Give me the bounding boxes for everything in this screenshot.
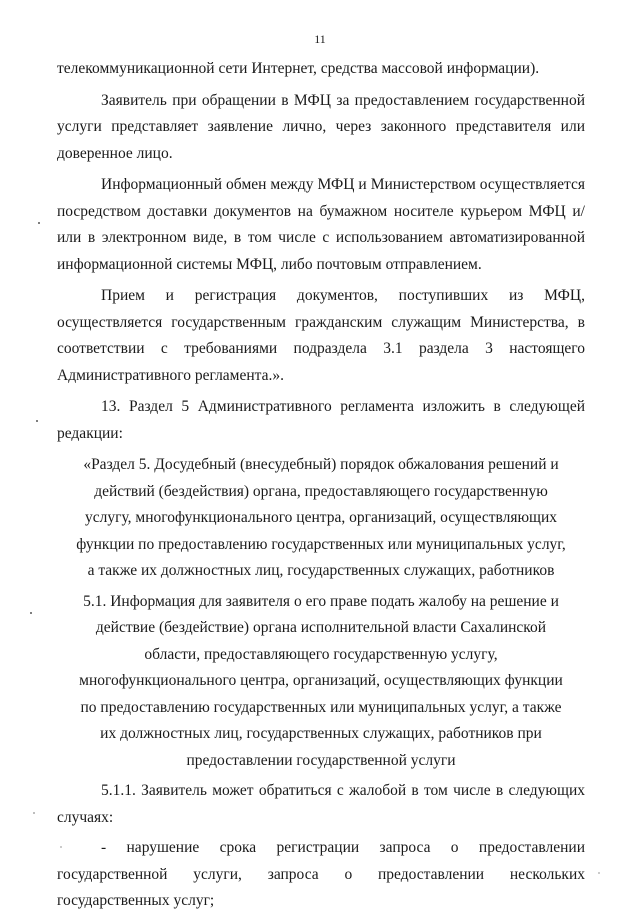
scan-speck [33, 812, 35, 814]
document-body [57, 56, 585, 915]
page-number: 11 [314, 32, 326, 46]
paragraph-information-exchange: Информационный обмен между МФЦ и Министерством осуществляется посредством доставки документов на бумажном носителе курьером МФЦ и/или в электронном виде, в том числе с использованием автоматизированной информационной системы МФЦ, либо почтовым отправлением. [57, 176, 585, 273]
subsection-5-1-heading: 5.1. Информация для заявителя о его праве подать жалобу на решение и действие (бездействие) органа исполнительной власти Сахалинской области, предоставляющего государственную услугу, многофункционального центра, организаций, осуществляющих функции по предоставлению государственных или муниципальных услуг, а также их должностных лиц, государственных служащих, работников при предоставлении государственной услуги [79, 592, 563, 769]
scan-speck [598, 872, 600, 874]
scan-speck [30, 612, 32, 614]
paragraph-continuation: телекоммуникационной сети Интернет, средства массовой информации). [57, 60, 540, 77]
scan-speck [60, 846, 62, 848]
paragraph-amendment-item-13: 13. Раздел 5 Административного регламента изложить в следующей редакции: [57, 398, 585, 442]
scan-speck [36, 420, 38, 422]
list-item-registration-violation: - нарушение срока регистрации запроса о предоставлении государственной услуги, запроса о предоставлении нескольких государственных услуг; [57, 839, 585, 909]
scan-speck [38, 222, 40, 224]
paragraph-applicant-submission: Заявитель при обращении в МФЦ за предоставлением государственной услуги представляет заявление лично, через законного представителя или доверенное лицо. [57, 91, 585, 162]
section-5-heading: «Раздел 5. Досудебный (внесудебный) порядок обжалования решений и действий (бездействия) органа, предоставляющего государственную услугу, многофункционального центра, организаций, осуществляющих функции по предоставлению государственных или муниципальных услуг, а также их должностных лиц, государственных служащих, работников [76, 456, 566, 579]
paragraph-5-1-1: 5.1.1. Заявитель может обратиться с жалобой в том числе в следующих случаях: [57, 782, 585, 826]
paragraph-reception-registration: Прием и регистрация документов, поступивших из МФЦ, осуществляется государственным гражданским служащим Министерства, в соответствии с требованиями подраздела 3.1 раздела 3 настоящего Административного регламента.». [57, 287, 585, 384]
